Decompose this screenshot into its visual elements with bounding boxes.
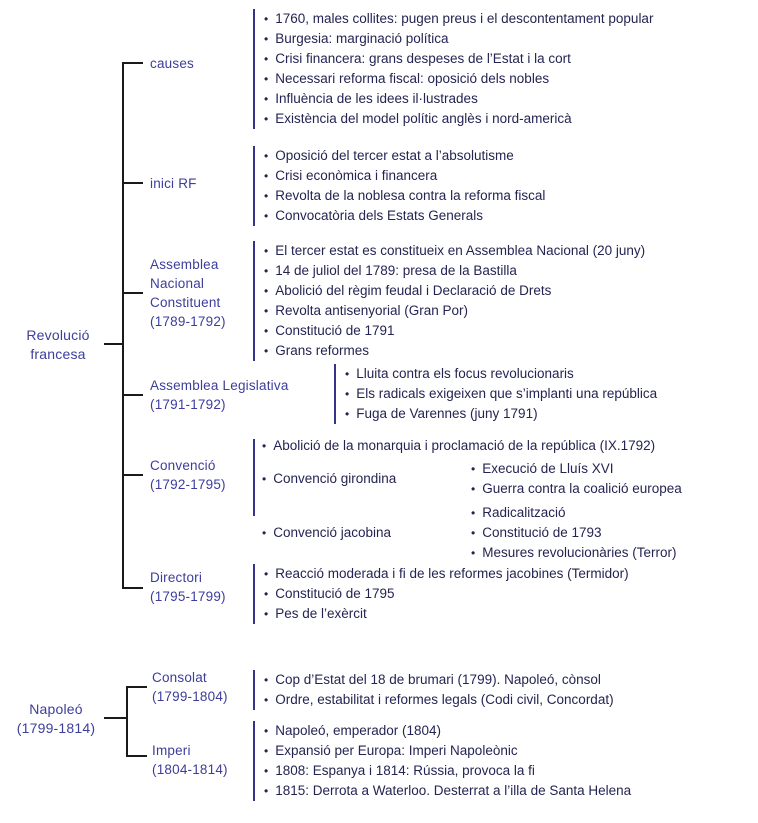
sub-bullet-list xyxy=(471,503,677,563)
bullet-item: • Execució de Lluís XVI xyxy=(471,459,682,479)
branch-label-line: causes xyxy=(150,56,194,71)
branch-label-consolat xyxy=(152,668,228,706)
bullet-item: • Guerra contra la coalició europea xyxy=(471,479,682,499)
sub-branch-girondina xyxy=(262,459,682,499)
branch-label-line: Directori xyxy=(150,570,203,585)
bullet-item: • Abolició del règim feudal i Declaració de Drets xyxy=(264,281,645,301)
bullet-item: • Constitució de 1791 xyxy=(264,321,645,341)
bullet-list-consolat xyxy=(253,670,614,710)
branch-label-line: Convenció xyxy=(150,458,216,473)
bullet-item: • Necessari reforma fiscal: oposició dels nobles xyxy=(264,69,653,89)
tree2-tick-consolat xyxy=(126,686,147,688)
sub-branch-label: • Convenció jacobina xyxy=(262,523,471,543)
bullet-item: • Revolta de la noblesa contra la reforma fiscal xyxy=(264,186,545,206)
bullet-item: • Radicalització xyxy=(471,503,677,523)
bullet-item: • Expansió per Europa: Imperi Napoleònic xyxy=(264,741,631,761)
branch-label-line: (1799-1804) xyxy=(152,689,228,704)
root-label-line: Napoleó xyxy=(29,701,83,717)
bullet-list-causes xyxy=(253,9,653,129)
bullet-item: • Cop d’Estat del 18 de brumari (1799). Napoleó, cònsol xyxy=(264,670,614,690)
bullet-item: • Oposició del tercer estat a l’absolutisme xyxy=(264,146,545,166)
bullet-item: • Burgesia: marginació política xyxy=(264,29,653,49)
tree2-trunk-line xyxy=(126,686,128,757)
branch-label-line: Nacional xyxy=(150,276,205,291)
bullet-item: • Mesures revolucionàries (Terror) xyxy=(471,543,677,563)
tree1-tick-assemblea-legislativa xyxy=(122,394,143,396)
bullet-item: • 1808: Espanya i 1814: Rússia, provoca la fi xyxy=(264,761,631,781)
tree1-tick-assemblea-constituent xyxy=(122,292,143,294)
bullet-item: • Abolició de la monarquia i proclamació de la república (IX.1792) xyxy=(262,436,682,456)
branch-label-assemblea-legislativa xyxy=(150,376,289,414)
bullet-item: • Lluita contra els focus revolucionaris xyxy=(345,364,657,384)
tree2-tick-imperi xyxy=(126,755,147,757)
bullet-item: • El tercer estat es constitueix en Assemblea Nacional (20 juny) xyxy=(264,241,645,261)
bullet-item: • Crisi econòmica i financera xyxy=(264,166,545,186)
bullet-item: • Constitució de 1795 xyxy=(264,584,629,604)
sub-branch-jacobina xyxy=(262,503,682,563)
root-label-revolucio-francesa xyxy=(8,326,108,364)
branch-label-line: Imperi xyxy=(152,743,191,758)
branch-label-line: Consolat xyxy=(152,670,207,685)
bullet-list-assemblea-constituent xyxy=(253,241,645,361)
bullet-item: • Existència del model polític anglès i nord-americà xyxy=(264,109,653,129)
bullet-list-assemblea-legislativa xyxy=(334,364,657,424)
bullet-item: • Crisi financera: grans despeses de l’Estat i la cort xyxy=(264,49,653,69)
branch-label-line: Assemblea Legislativa xyxy=(150,378,289,393)
tree1-tick-directori xyxy=(122,587,143,589)
root-label-line: francesa xyxy=(30,346,86,362)
branch-label-imperi xyxy=(152,741,228,779)
bullet-item: • Els radicals exigeixen que s’implanti una república xyxy=(345,384,657,404)
branch-label-causes xyxy=(150,54,194,73)
branch-label-inici-rf xyxy=(150,174,197,193)
bullet-list-inici-rf xyxy=(253,146,545,226)
bullet-item: • 14 de juliol del 1789: presa de la Bastilla xyxy=(264,261,645,281)
bullet-item: • Influència de les idees il·lustrades xyxy=(264,89,653,109)
root-label-line: Revolució xyxy=(26,327,90,343)
bullet-item: • Pes de l’exèrcit xyxy=(264,604,629,624)
bullet-item: • Revolta antisenyorial (Gran Por) xyxy=(264,301,645,321)
tree1-trunk-line xyxy=(122,62,124,589)
tree1-tick-causes xyxy=(122,62,143,64)
tree1-tick-inici-rf xyxy=(122,182,143,184)
branch-label-line: (1792-1795) xyxy=(150,477,226,492)
branch-label-line: Constituent xyxy=(150,295,221,310)
branch-label-directori xyxy=(150,568,226,606)
branch-label-line: Assemblea xyxy=(150,257,219,272)
branch-label-line: inici RF xyxy=(150,176,197,191)
branch-label-line: (1789-1792) xyxy=(150,314,226,329)
bullet-item: • Ordre, estabilitat i reformes legals (Codi civil, Concordat) xyxy=(264,690,614,710)
branch-label-line: (1795-1799) xyxy=(150,589,226,604)
bullet-item: • Napoleó, emperador (1804) xyxy=(264,721,631,741)
branch-label-line: (1791-1792) xyxy=(150,397,226,412)
bullet-list-imperi xyxy=(253,721,631,801)
root-label-napoleo xyxy=(4,700,108,738)
bullet-item: • 1815: Derrota a Waterloo. Desterrat a l’illa de Santa Helena xyxy=(264,781,631,801)
branch-label-assemblea-constituent xyxy=(150,255,226,331)
bullet-item: • Grans reformes xyxy=(264,341,645,361)
branch-label-line: (1804-1814) xyxy=(152,762,228,777)
bullet-item: • Fuga de Varennes (juny 1791) xyxy=(345,404,657,424)
sub-branch-label: • Convenció girondina xyxy=(262,469,471,489)
bullet-item: • Constitució de 1793 xyxy=(471,523,677,543)
tree1-tick-convencio xyxy=(122,474,143,476)
bullet-item: • Convocatòria dels Estats Generals xyxy=(264,206,545,226)
bullet-item: • 1760, males collites: pugen preus i el descontentament popular xyxy=(264,9,653,29)
branch-label-convencio xyxy=(150,456,226,494)
bullet-list-directori xyxy=(253,564,629,624)
bullet-list-convencio xyxy=(253,436,682,563)
root-label-line: (1799-1814) xyxy=(16,720,96,736)
bullet-item: • Reacció moderada i fi de les reformes jacobines (Termidor) xyxy=(264,564,629,584)
sub-bullet-list xyxy=(471,459,682,499)
